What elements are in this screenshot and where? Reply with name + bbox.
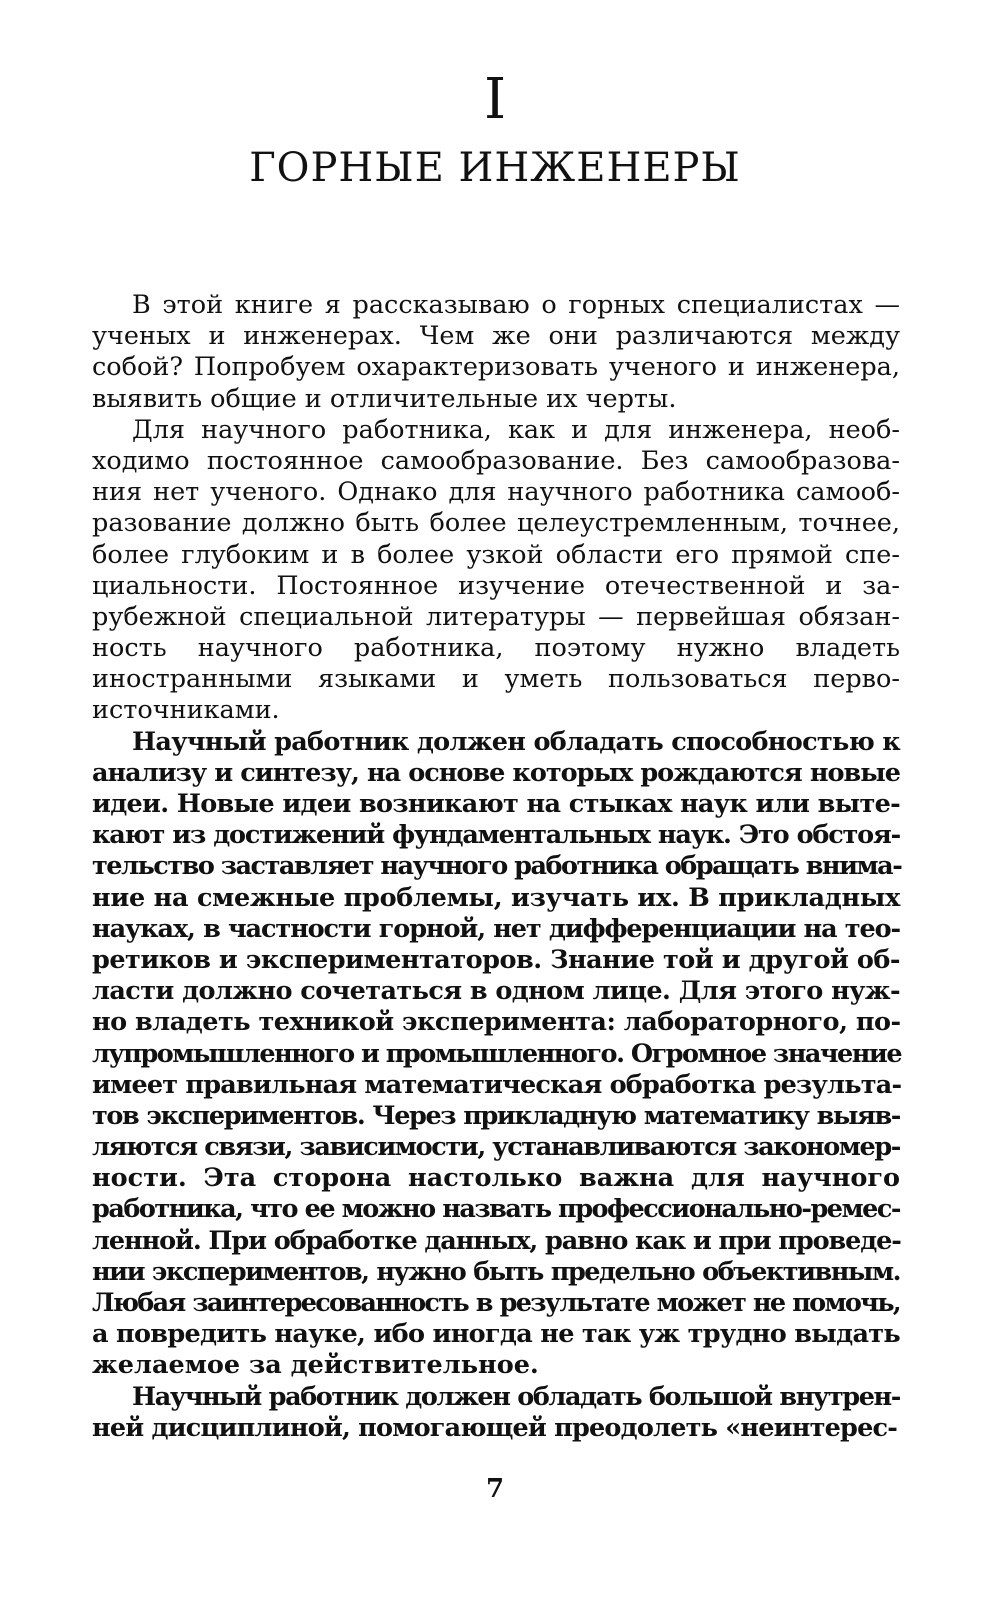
text-line: ние на смежные проблемы, изучать их. В прикладных <box>92 882 900 913</box>
text-line: ретиков и экспериментаторов. Знание той и другой об- <box>92 944 900 975</box>
chapter-title: ГОРНЫЕ ИНЖЕНЕРЫ <box>249 145 741 191</box>
text-line: ляются связи, зависимости, устанавливаются закономер- <box>92 1132 900 1163</box>
text-line: источниками. <box>92 695 280 726</box>
paragraph <box>92 727 900 1382</box>
text-line: а повредить науке, ибо иногда не так уж трудно выдать <box>92 1319 900 1350</box>
text-line: собой? Попробуем охарактеризовать ученого и инженера, <box>92 352 900 383</box>
body-text <box>92 290 900 1444</box>
text-line: более глубоким и в более узкой области его прямой спе- <box>92 539 900 570</box>
text-line: идеи. Новые идеи возникают на стыках наук или выте- <box>92 789 900 819</box>
paragraph <box>92 415 900 727</box>
text-line: ленной. При обработке данных, равно как и при проведе- <box>92 1225 901 1256</box>
chapter-number: I <box>483 67 507 132</box>
page-number: 7 <box>485 1474 505 1504</box>
text-line: науках, в частности горной, нет дифференциации на тео- <box>92 913 900 944</box>
text-line: имеет правильная математическая обработка результа- <box>92 1069 902 1100</box>
text-line: кают из достижений фундаментальных наук. Это обстоя- <box>92 820 900 851</box>
text-line: разование должно быть более целеустремленным, точнее, <box>92 508 900 539</box>
text-line: циальности. Постоянное изучение отечественной и за- <box>92 570 900 601</box>
text-line: желаемое за действительное. <box>92 1350 539 1381</box>
text-line: но владеть техникой эксперимента: лабораторного, по- <box>92 1007 901 1038</box>
text-line: ния нет ученого. Однако для научного работника самооб- <box>92 477 900 508</box>
text-line: Любая заинтересованность в результате может не помочь, <box>92 1288 900 1318</box>
text-line: ности. Эта сторона настолько важна для научного <box>92 1163 900 1194</box>
text-line: ходимо постоянное самообразование. Без самообразова- <box>92 445 900 476</box>
text-line: ученых и инженерах. Чем же они различаются между <box>92 321 900 352</box>
text-line: ласти должно сочетаться в одном лице. Для этого нуж- <box>92 976 900 1007</box>
text-line: рубежной специальной литературы — первейшая обязан- <box>92 601 900 632</box>
text-line: выявить общие и отличительные их черты. <box>92 383 677 414</box>
text-line: анализу и синтезу, на основе которых рождаются новые <box>92 757 900 788</box>
paragraph <box>92 1382 900 1444</box>
text-line: тельство заставляет научного работника обращать внима- <box>92 851 902 882</box>
text-line: тов экспериментов. Через прикладную математику выяв- <box>92 1100 900 1131</box>
text-line: Научный работник должен обладать способностью к <box>132 726 900 757</box>
text-line: Научный работник должен обладать большой внутрен- <box>132 1381 900 1412</box>
text-line: работника, что ее можно назвать профессионально-ремес- <box>92 1194 900 1225</box>
text-line: иностранными языками и уметь пользоваться перво- <box>92 664 900 695</box>
text-line: В этой книге я рассказываю о горных специалистах — <box>132 290 900 320</box>
text-line: лупромышленного и промышленного. Огромное значение <box>92 1038 902 1069</box>
text-line: ней дисциплиной, помогающей преодолеть «неинтерес- <box>92 1412 898 1443</box>
text-line: нии экспериментов, нужно быть предельно объективным. <box>92 1256 900 1287</box>
paragraph <box>92 290 900 415</box>
text-line: Для научного работника, как и для инженера, необ- <box>132 414 900 445</box>
text-line: ность научного работника, поэтому нужно владеть <box>92 633 900 664</box>
